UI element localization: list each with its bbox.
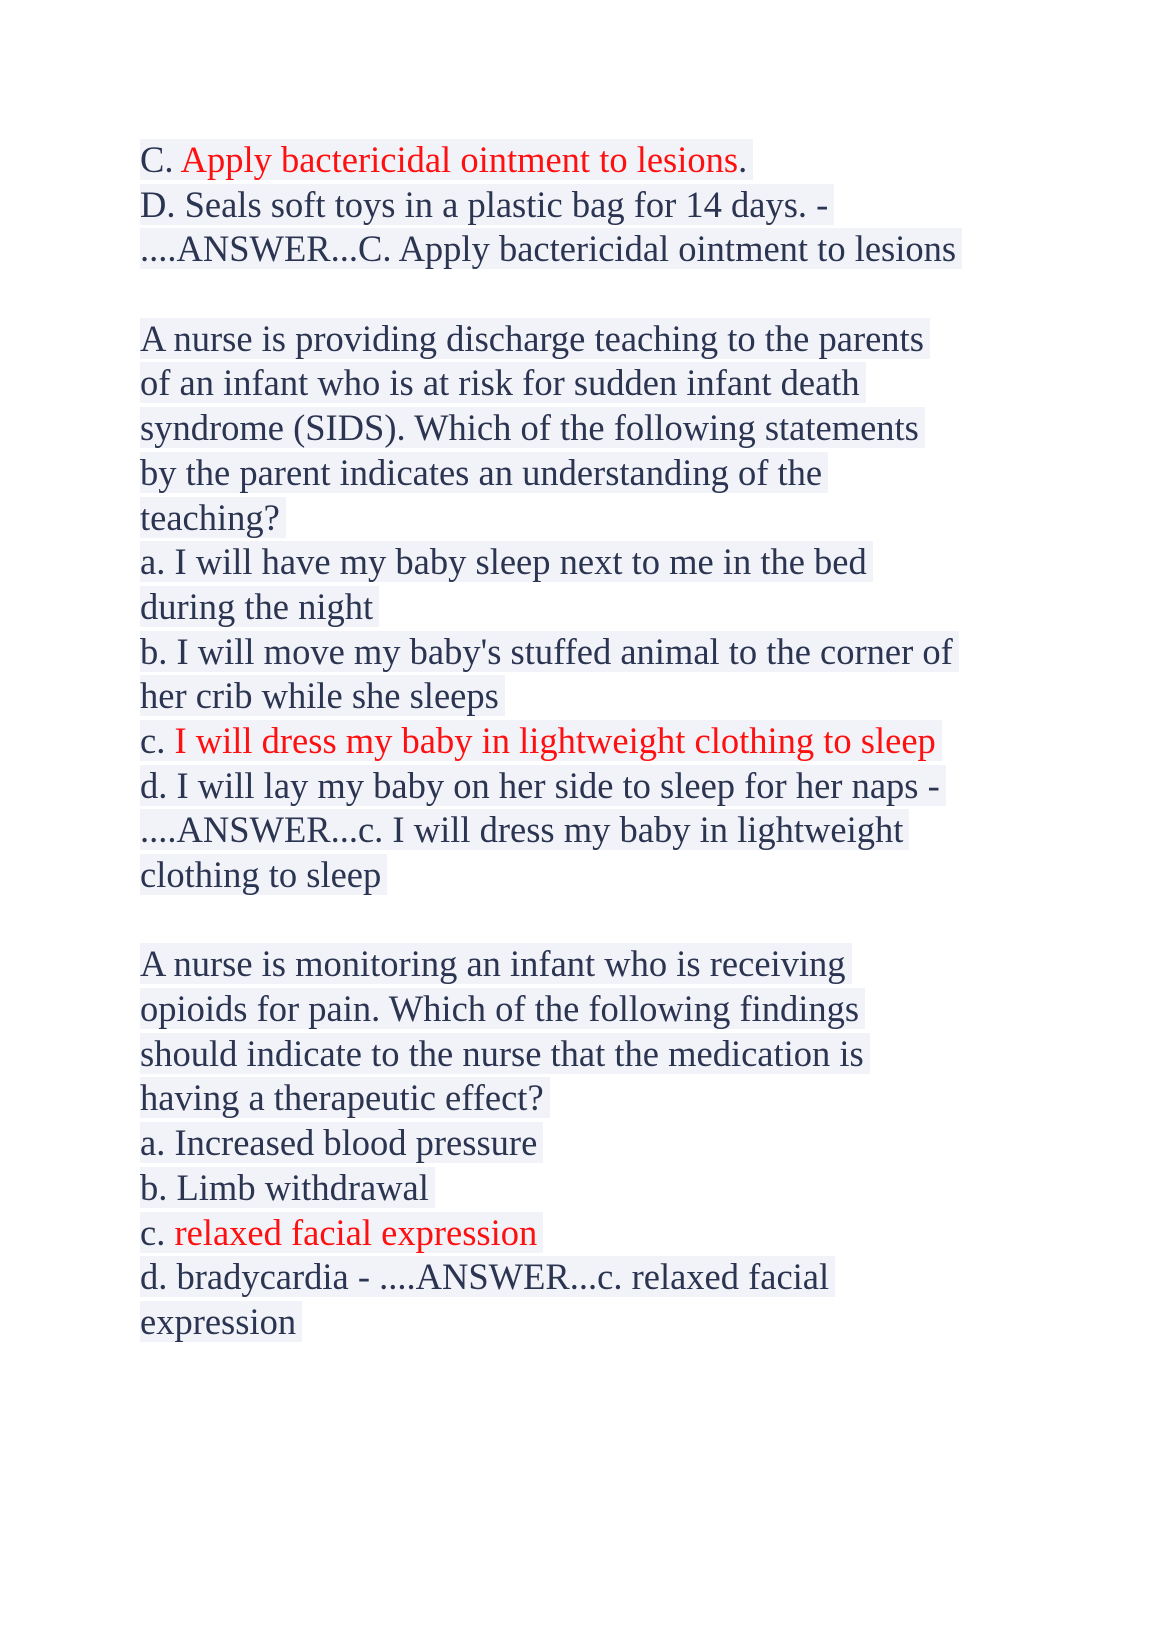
- option-d-line: [140, 1255, 1040, 1300]
- spacer: [140, 272, 1040, 317]
- spacer: [140, 898, 1040, 943]
- question-text: teaching?: [140, 497, 286, 538]
- option-d-text: d. I will lay my baby on her side to sleep for her naps -: [140, 765, 946, 806]
- document-page: [140, 138, 1040, 1345]
- option-c-line: [140, 138, 1040, 183]
- answer-text: clothing to sleep: [140, 854, 387, 895]
- question-line: [140, 987, 1040, 1032]
- option-c-text: [140, 1212, 543, 1253]
- question-text: of an infant who is at risk for sudden infant death: [140, 362, 866, 403]
- answer-line: [140, 1300, 1040, 1345]
- option-c-correct-answer: I will dress my baby in lightweight clothing to sleep: [174, 719, 936, 761]
- option-b-text: b. I will move my baby's stuffed animal to the corner of: [140, 631, 959, 672]
- option-c-prefix: c.: [140, 719, 175, 761]
- question-text: A nurse is monitoring an infant who is receiving: [140, 943, 852, 984]
- question-line: [140, 317, 1040, 362]
- option-a-text: during the night: [140, 586, 379, 627]
- answer-line: [140, 227, 1040, 272]
- answer-text: ....ANSWER...c. I will dress my baby in lightweight: [140, 809, 909, 850]
- option-c-suffix: .: [738, 139, 748, 180]
- option-c-prefix: C.: [140, 139, 181, 180]
- option-a-text: a. I will have my baby sleep next to me in the bed: [140, 541, 873, 582]
- question-text: having a therapeutic effect?: [140, 1077, 550, 1118]
- option-a-line: [140, 585, 1040, 630]
- question-line: [140, 496, 1040, 541]
- option-c-line: [140, 1211, 1040, 1256]
- question-text: A nurse is providing discharge teaching to the parents: [140, 318, 930, 359]
- option-a-text: a. Increased blood pressure: [140, 1122, 543, 1163]
- question-line: [140, 1032, 1040, 1077]
- option-c-line: [140, 719, 1040, 764]
- option-c-correct-answer: Apply bactericidal ointment to lesions: [180, 139, 739, 180]
- question-line: [140, 942, 1040, 987]
- option-c-text: [140, 139, 753, 180]
- answer-line: [140, 853, 1040, 898]
- option-d-line: [140, 183, 1040, 228]
- question-text: syndrome (SIDS). Which of the following statements: [140, 407, 925, 448]
- question-text: by the parent indicates an understanding of the: [140, 452, 828, 493]
- option-d-line: [140, 764, 1040, 809]
- answer-line: [140, 808, 1040, 853]
- option-a-line: [140, 1121, 1040, 1166]
- answer-text: expression: [140, 1301, 302, 1342]
- option-b-line: [140, 1166, 1040, 1211]
- question-line: [140, 361, 1040, 406]
- option-b-text: b. Limb withdrawal: [140, 1167, 435, 1208]
- option-d-text: d. bradycardia - ....ANSWER...c. relaxed facial: [140, 1256, 835, 1297]
- option-c-text: [140, 720, 942, 761]
- option-c-correct-answer: relaxed facial expression: [174, 1211, 538, 1253]
- answer-text: ....ANSWER...C. Apply bactericidal ointment to lesions: [140, 228, 962, 269]
- option-b-text: her crib while she sleeps: [140, 675, 505, 716]
- option-c-prefix: c.: [140, 1211, 175, 1253]
- option-b-line: [140, 674, 1040, 719]
- question-line: [140, 406, 1040, 451]
- question-text: should indicate to the nurse that the medication is: [140, 1033, 870, 1074]
- option-a-line: [140, 540, 1040, 585]
- question-line: [140, 1076, 1040, 1121]
- question-text: opioids for pain. Which of the following findings: [140, 988, 865, 1029]
- question-line: [140, 451, 1040, 496]
- option-b-line: [140, 630, 1040, 675]
- option-d-text: D. Seals soft toys in a plastic bag for 14 days. -: [140, 184, 834, 225]
